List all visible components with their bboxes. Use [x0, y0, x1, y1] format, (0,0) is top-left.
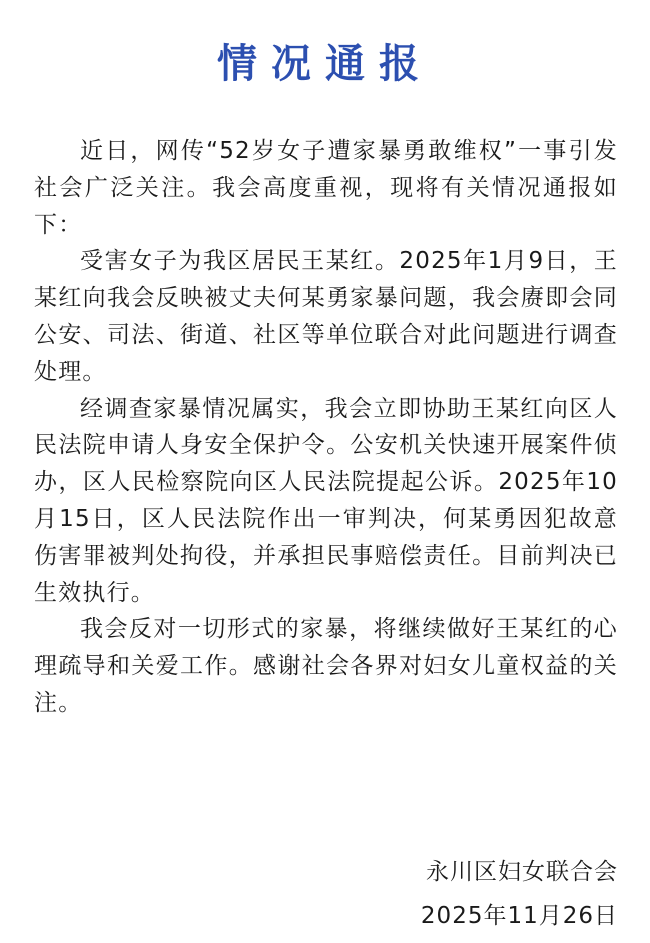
paragraph-victim: 受害女子为我区居民王某红。2025年1月9日，王某红向我会反映被丈夫何某勇家暴问题，我会赓即会同公安、司法、街道、社区等单位联合对此问题进行调查处理。 [34, 248, 618, 385]
paragraph-intro: 近日，网传“52岁女子遭家暴勇敢维权”一事引发社会广泛关注。我会高度重视，现将有关情况通报如下： [34, 138, 618, 238]
paragraph-investigation: 经调查家暴情况属实，我会立即协助王某红向区人民法院申请人身安全保护令。公安机关快速开展案件侦办，区人民检察院向区人民法院提起公诉。2025年10月15日，区人民法院作出一审判决，何某勇因犯故意伤害罪被判处拘役，并承担民事赔偿责任。目前判决已生效执行。 [34, 395, 618, 606]
notice-body [34, 133, 618, 722]
notice-title: 情况通报 [217, 40, 433, 87]
paragraph-closing: 我会反对一切形式的家暴，将继续做好王某红的心理疏导和关爱工作。感谢社会各界对妇女儿童权益的关注。 [34, 616, 618, 716]
signature-date: 2025年11月26日 [420, 903, 618, 929]
signature-organization: 永川区妇女联合会 [426, 859, 618, 885]
